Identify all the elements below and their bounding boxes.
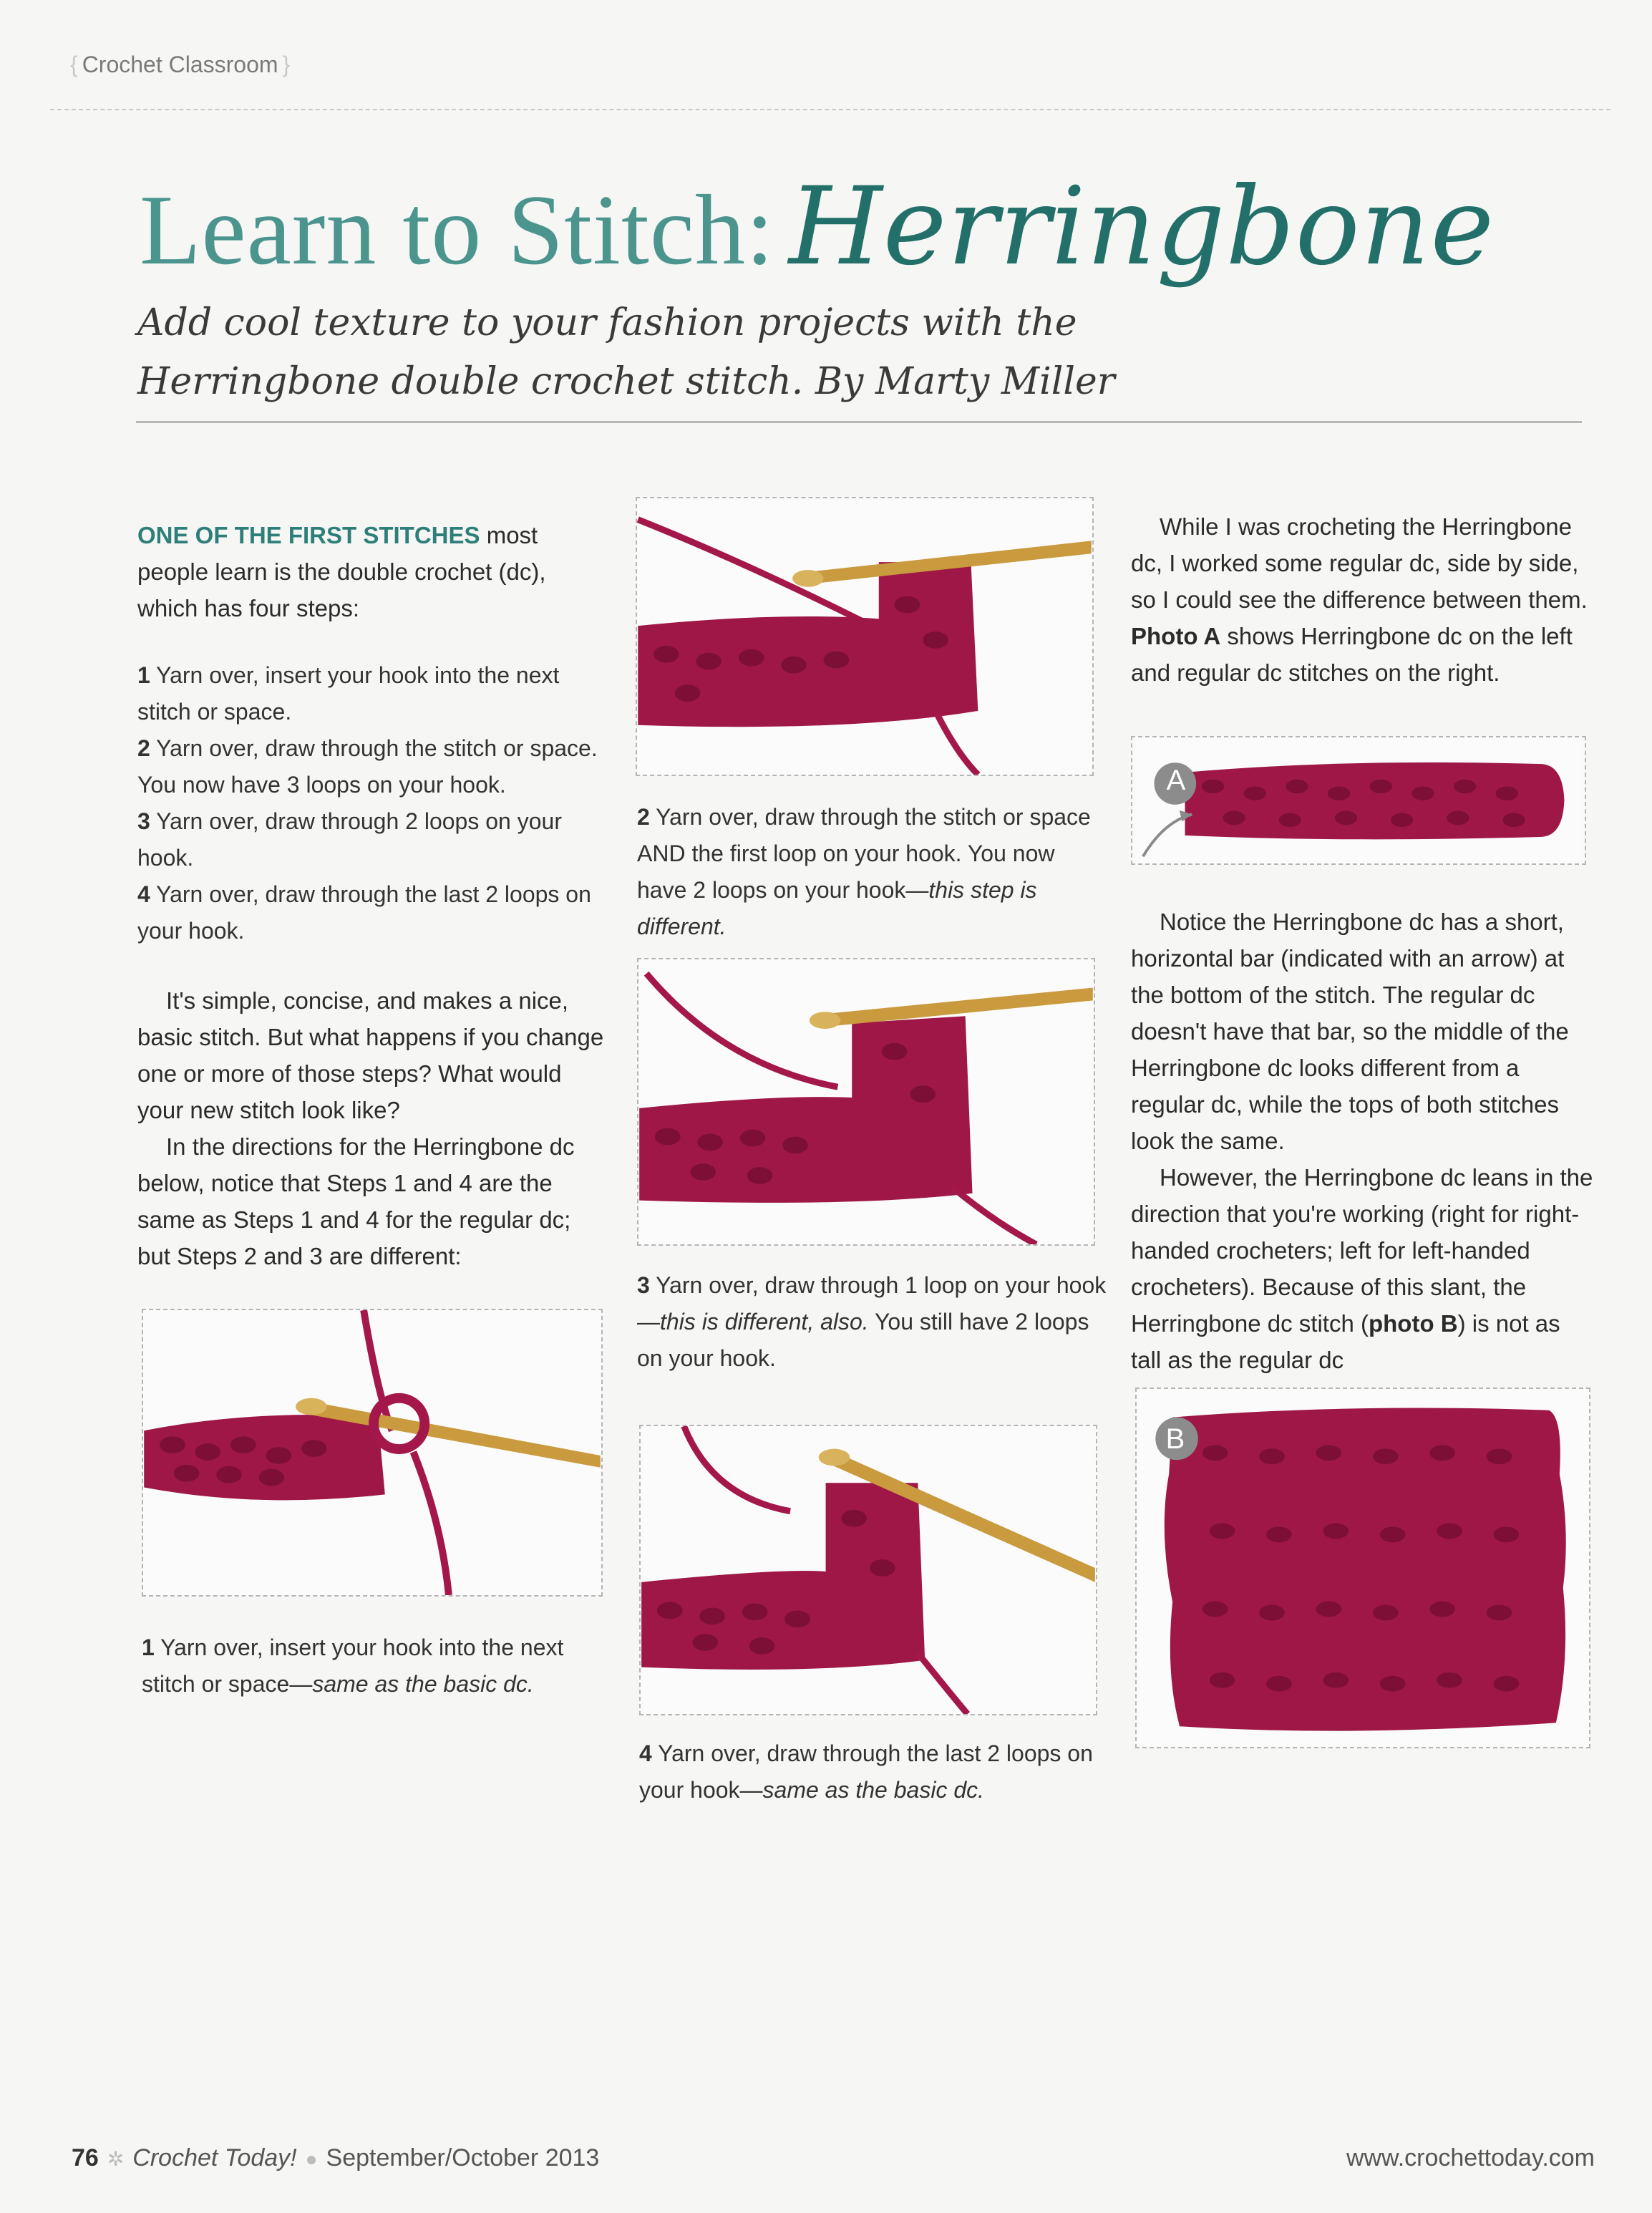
photo-b <box>1135 1388 1590 1748</box>
photo-a <box>1131 736 1586 865</box>
lead-cap: ONE OF THE FIRST STITCHES <box>137 522 480 548</box>
separator-icon: ✲ <box>107 2148 125 2170</box>
paragraph-directions: In the directions for the Herringbone dc below, notice that Steps 1 and 4 are the same as Steps 1 and 4 for the regular dc; but Steps 2 and 3 are different: <box>137 1133 575 1269</box>
photo-step-2 <box>636 497 1094 776</box>
intro-paragraph <box>137 517 606 626</box>
step-1: 1 Yarn over, insert your hook into the next stitch or space. <box>137 662 560 725</box>
paragraph-bar: Notice the Herringbone dc has a short, horizontal bar (indicated with an arrow) at the bottom of the stitch. The regular dc doesn't have that bar, so the middle of the Herringbone dc looks different from a regular dc, while the tops of both stitches look the same. <box>1131 909 1569 1154</box>
subtitle-line-2: Herringbone double crochet stitch. By Marty Miller <box>137 360 1115 403</box>
caption-step-4: 4 Yarn over, draw through the last 2 loops on your hook—same as the basic dc. <box>639 1740 1093 1803</box>
step-4: 4 Yarn over, draw through the last 2 loops on your hook. <box>137 881 591 944</box>
photo-step-1-illustration <box>143 1310 601 1595</box>
footer-folio <box>72 2144 599 2172</box>
step-3: 3 Yarn over, draw through 2 loops on your hook. <box>137 808 562 871</box>
footer-url[interactable]: www.crochettoday.com <box>1346 2144 1595 2171</box>
title-main: Learn to Stitch: <box>140 175 774 286</box>
title-rule <box>136 421 1582 423</box>
separator-icon: ● <box>305 2148 318 2170</box>
basic-dc-steps <box>137 657 606 949</box>
paragraph-lean: However, the Herringbone dc leans in the direction that you're working (right for right-handed crocheters; left for left-handed crocheters). Because of this slant, the Herringbone dc stitch (photo B) is not as tall as the regular dc <box>1131 1164 1593 1373</box>
photo-step-1 <box>142 1309 603 1597</box>
page-number: 76 <box>72 2144 99 2171</box>
photo-step-4 <box>639 1425 1097 1715</box>
issue-date: September/October 2013 <box>326 2144 600 2171</box>
page-title <box>140 165 1495 289</box>
photo-step-4-illustration <box>641 1426 1096 1714</box>
caption-step-2: 2 Yarn over, draw through the stitch or space AND the first loop on your hook. You now have 2 loops on your hook—this step is different. <box>637 804 1091 939</box>
section-tag-label: Crochet Classroom <box>82 52 278 77</box>
subtitle-line-1: Add cool texture to your fashion projects with the <box>137 301 1077 344</box>
photo-a-label: A <box>1166 765 1186 796</box>
photo-step-3-illustration <box>638 959 1094 1244</box>
photo-step-2-illustration <box>637 498 1092 775</box>
photo-step-3 <box>637 958 1095 1246</box>
column-3-para-2 <box>1131 904 1596 1378</box>
section-tag: { Crochet Classroom } <box>70 52 291 77</box>
photo-b-label: B <box>1165 1423 1185 1455</box>
subtitle <box>137 294 1211 411</box>
caption-step-1: 1 Yarn over, insert your hook into the next stitch or space—same as the basic dc. <box>142 1635 564 1697</box>
column-1-intro <box>137 517 606 626</box>
magazine-name: Crochet Today! <box>132 2144 297 2171</box>
header-divider <box>50 109 1610 110</box>
column-1-body <box>137 982 606 1274</box>
paragraph-simple: It's simple, concise, and makes a nice, basic stitch. But what happens if you change one or more of those steps? What would your new stitch look like? <box>137 987 604 1123</box>
column-3-para-1 <box>1131 508 1596 691</box>
step-2: 2 Yarn over, draw through the stitch or space. You now have 3 loops on your hook. <box>137 735 598 798</box>
paragraph-comparison: While I was crocheting the Herringbone dc, I worked some regular dc, side by side, so I could see the difference between them. Photo A shows Herringbone dc on the left and regular dc stitches on the right. <box>1131 513 1588 686</box>
photo-b-illustration <box>1137 1389 1589 1747</box>
lead-text: most people learn is the double crochet (dc), which has four steps: <box>137 522 546 621</box>
title-script: Herringbone <box>788 165 1495 289</box>
photo-a-illustration <box>1132 737 1585 863</box>
caption-step-3: 3 Yarn over, draw through 1 loop on your hook—this is different, also. You still have 2 loops on your hook. <box>637 1272 1107 1371</box>
